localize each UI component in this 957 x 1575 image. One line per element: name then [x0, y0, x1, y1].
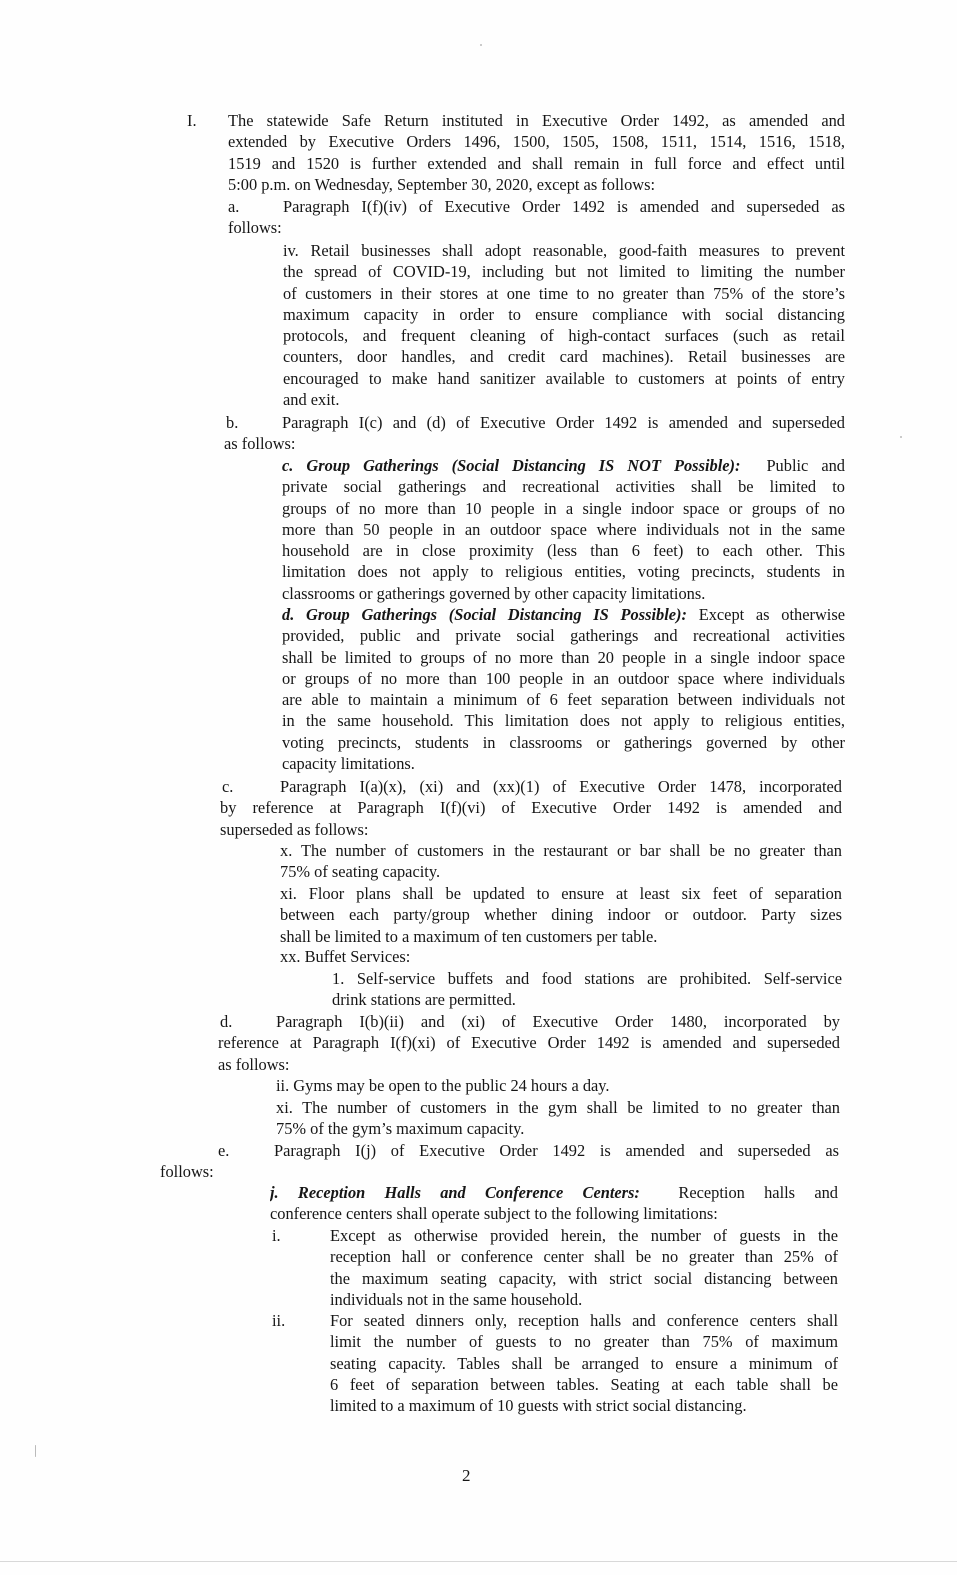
- section-I-text: The statewide Safe Return instituted in Executive Order 1492, as amended and extended by Executive Orders 1496, 1500, 1505, 1508, 1511, 1514, 1516, 1518, 1519 and 1520 is further extended and shall remain in full force and effect until 5:00 p.m. on Wednesday, September 30, 2020, except as follows:: [228, 111, 845, 194]
- scan-speck: [900, 436, 902, 438]
- scan-edge-line: [0, 1561, 957, 1562]
- item-a-text: Paragraph I(f)(iv) of Executive Order 1492 is amended and superseded as follows:: [228, 197, 845, 238]
- subparagraph-j-i-label: i.: [272, 1226, 281, 1245]
- item-e-text: Paragraph I(j) of Executive Order 1492 is amended and superseded as follows:: [160, 1141, 839, 1182]
- item-c-text: Paragraph I(a)(x), (xi) and (xx)(1) of Executive Order 1478, incorporated by reference at Paragraph I(f)(vi) of Executive Order 1492 is amended and superseded as follows:: [220, 777, 842, 839]
- subparagraph-c-heading: c. Group Gatherings (Social Distancing IS NOT Possible):: [282, 456, 741, 475]
- item-a-label: a.: [228, 197, 240, 216]
- subparagraph-j-ii-label: ii.: [272, 1311, 286, 1330]
- subparagraph-j-ii: For seated dinners only, reception halls and conference centers shall limit the number of guests to no greater than 75% of maximum seating capacity. Tables shall be arranged to ensure a minimum of 6 feet of separation between tables. Seating at each table shall be limited to a maximum of 10 guests with strict social distancing.: [330, 1311, 838, 1416]
- section-label: I.: [187, 111, 197, 130]
- subparagraph-j-heading: j. Reception Halls and Conference Centers:: [270, 1183, 640, 1202]
- scan-speck: [35, 1445, 36, 1457]
- item-a-subparagraph-iv: iv. Retail businesses shall adopt reasonable, good-faith measures to prevent the spread of COVID-19, including but not limited to limiting the number of customers in their stores at one time to no greater than 75% of the store’s maximum capacity in order to ensure compliance with social distancing protocols, and frequent cleaning of high-contact surfaces (such as retail counters, door handles, and credit card machines). Retail businesses are encouraged to make hand sanitizer available to customers at points of entry and exit.: [283, 241, 845, 410]
- item-b-subparagraph-c: c. Group Gatherings (Social Distancing IS NOT Possible): Public and private social gatherings and recreational activities shall be limited to groups of no more than 10 people in a single indoor space or groups of no more than 50 people in an outdoor space where individuals not in the same household are in close proximity (less than 6 feet) to each other. This limitation does not apply to religious entities, voting precincts, students in classrooms or gatherings governed by other capacity limitations.: [282, 456, 845, 603]
- item-d-text: Paragraph I(b)(ii) and (xi) of Executive Order 1480, incorporated by reference at Paragraph I(f)(xi) of Executive Order 1492 is amended and superseded as follows:: [218, 1012, 840, 1074]
- item-c-subparagraph-xi: xi. Floor plans shall be updated to ensure at least six feet of separation between each party/group whether dining indoor or outdoor. Party sizes shall be limited to a maximum of ten customers per table.: [280, 884, 842, 946]
- subparagraph-d-heading: d. Group Gatherings (Social Distancing IS Possible):: [282, 605, 687, 624]
- item-d-subparagraph-xi: xi. The number of customers in the gym shall be limited to no greater than 75% of the gym’s maximum capacity.: [276, 1098, 840, 1139]
- scan-speck: [480, 44, 482, 46]
- item-c-subparagraph-x: x. The number of customers in the restaurant or bar shall be no greater than 75% of seating capacity.: [280, 841, 842, 882]
- item-b-label: b.: [226, 413, 239, 432]
- item-c-subparagraph-xx-1: 1. Self-service buffets and food stations are prohibited. Self-service drink stations are permitted.: [332, 969, 842, 1010]
- item-e-label: e.: [218, 1141, 230, 1160]
- subparagraph-j-i: Except as otherwise provided herein, the number of guests in the reception hall or conference center shall be no greater than 25% of the maximum seating capacity, with strict social distancing between individuals not in the same household.: [330, 1226, 838, 1309]
- item-d-label: d.: [220, 1012, 233, 1031]
- item-c-subparagraph-xx: xx. Buffet Services:: [280, 947, 411, 966]
- item-e-subparagraph-j: j. Reception Halls and Conference Centers: Reception halls and conference centers shall operate subject to the following limitations:: [270, 1183, 838, 1224]
- item-c-label: c.: [222, 777, 234, 796]
- page-number: 2: [462, 1466, 471, 1485]
- item-b-subparagraph-d: d. Group Gatherings (Social Distancing IS Possible): Except as otherwise provided, public and private social gatherings and recreational activities shall be limited to groups of no more than 20 people in a single indoor space or groups of no more than 100 people in an outdoor space where individuals are able to maintain a minimum of 6 feet separation between individuals not in the same household. This limitation does not apply to religious entities, voting precincts, students in classrooms or gatherings governed by other capacity limitations.: [282, 605, 845, 774]
- item-b-text: Paragraph I(c) and (d) of Executive Order 1492 is amended and superseded as follows:: [224, 413, 845, 454]
- item-d-subparagraph-ii: ii. Gyms may be open to the public 24 hours a day.: [276, 1076, 610, 1095]
